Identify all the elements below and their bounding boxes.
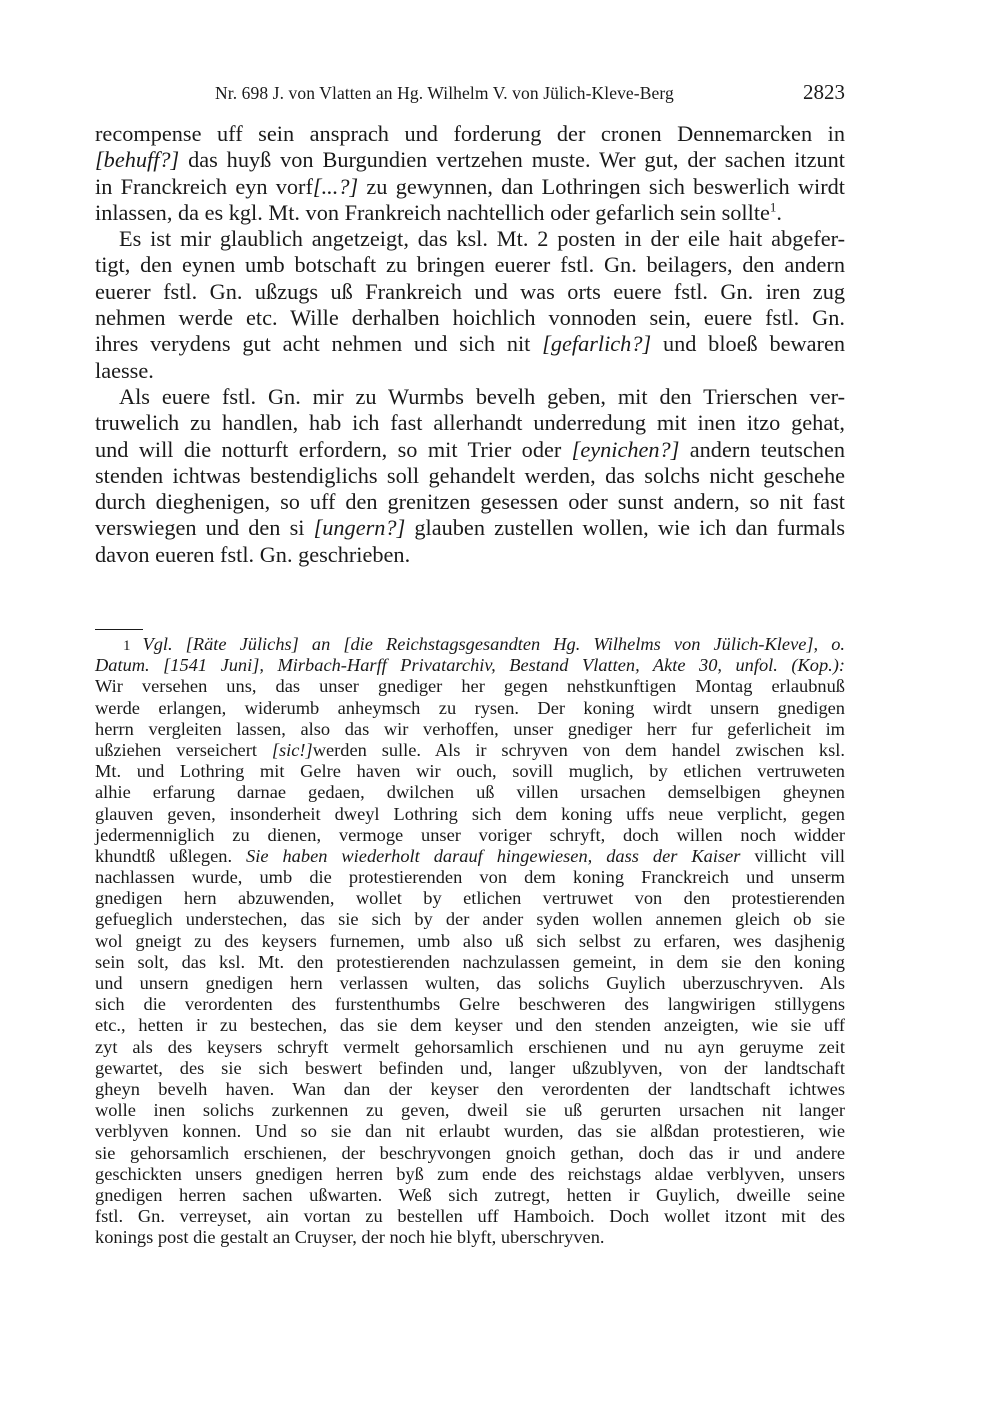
footnote-line: alhie erfarung darnae gedaen, dwilchen uß villen ursachen demselbigen gheynen [95,782,845,803]
running-title: Nr. 698 J. von Vlatten an Hg. Wilhelm V. von Jülich-Kleve-Berg [215,83,674,103]
text-line: Es ist mir glaublich angetzeigt, das ksl. Mt. 2 posten in der eile hait abgefer- [119,226,845,252]
text-line: und will die notturft erfordern, so mit Trier oder [eynichen?] andern teutschen [95,436,845,462]
running-head [95,80,845,110]
text-line: nehmen werde etc. Wille derhalben hoichlich vonnoden sein, euere fstl. Gn. [95,305,845,331]
text-line: ihres verydens gut acht nehmen und sich nit [gefarlich?] und bloeß bewaren [95,331,845,357]
editorial-conjecture: [eynichen?] [571,436,680,462]
footnote-line: sie gehorsamlich erschienen, der beschryvongen gnoich gethan, doch das ir und andere [95,1142,845,1163]
footnote-line: khundtß ußlegen. Sie haben wiederholt darauf hingewiesen, dass der Kaiser villicht vill [95,845,845,866]
text-line: durch dieghenigen, so uff den grenitzen gesessen oder sunst andern, so nit fast [95,489,845,515]
text-line: truwelich zu handlen, hab ich fast allerhandt underredung mit inen itzo gehat, [95,410,845,436]
footnote-line: etc., hetten ir zu bestechen, das sie dem keyser und den stenden anzeigten, wie sie uff [95,1015,845,1036]
footnote-line: zyt als des keysers schryft vermelt gehorsamlich erschienen und nu ayn geruyme zeit [95,1036,845,1057]
footnote-line: Wir versehen uns, das unser gnediger her gegen nehstkunftigen Montag erlaubnuß [95,676,845,697]
footnote-line: gefueglich understechen, das sie sich by der ander syden wollen annemen gleich ob sie [95,909,845,930]
editorial-summary: Sie haben wiederholt darauf hingewiesen, dass der Kaiser [246,845,741,866]
text-line: recompense uff sein ansprach und forderung der cronen Dennemarcken in [95,121,845,146]
text-line: laesse. [95,357,154,383]
footnote-line: geschickten unsers gnedigen herren byß zum ende des reichstags aldae verblyven, unsers [95,1163,845,1184]
footnote-line: nachlassen wurde, umb die protestierenden von dem koning Franckreich und unserm [95,867,845,888]
footnote-line: und unsern gnedigen hern verlassen wulten, das solichs Guylich uberzuschryven. Als [95,973,845,993]
text-line: davon eueren fstl. Gn. geschrieben. [95,541,411,567]
footnote-separator [95,629,143,630]
footnote-line: sich die verordenten des furstenthumbs Gelre beschweren des langwirigen stillygens [95,994,845,1015]
footnote-line: jedermenniglich zu dienen, vermoge unser voriger schryft, doch willen noch widder [95,824,845,845]
footnote-line: gnedigen herren sachen ußwarten. Weß sich zutregt, hetten ir Guylich, dweille seine [95,1184,845,1205]
footnote-line: fstl. Gn. verreyset, ain vortan zu bestellen uff Hamboich. Doch wollet itzont mit des [95,1206,845,1227]
text-line: stenden ichtwas bestendiglichs soll gehandelt werden, das solchs nicht geschehe [95,462,845,488]
text-line: [behuff?] das huyß von Burgundien vertzehen muste. Wer gut, der sachen itzunt [95,147,845,173]
footnote-line: konings post die gestalt an Cruyser, der noch hie blyft, uberschryven. [95,1227,605,1248]
footnote-number: 1 [123,638,131,654]
editorial-conjecture: [gefarlich?] [542,331,652,357]
footnote-line: gewartet, des sie sich beswert befinden und, langer ußzublyven, von der landtschaft [95,1057,845,1078]
footnote-reference: 1 [769,199,777,215]
footnote-line: sein solt, das ksl. Mt. den protestierenden nachzulassen gemeint, in dem sie den koning [95,951,845,972]
footnote-line: Mt. und Lothring mit Gelre haven wir ouch, sovill muglich, by etlichen vertruweten [95,761,845,782]
text-line: inlassen, da es kgl. Mt. von Frankreich nachtellich oder gefarlich sein sollte$^1$. [95,199,782,225]
footnote-line: glauven geven, insonderheit dweyl Lothring sich dem koning uffs neue verplicht, gegen [95,803,845,824]
text-line: Als euere fstl. Gn. mir zu Wurmbs bevelh geben, mit den Trierschen ver- [119,383,845,409]
footnote-line: wolle inen solichs zurkennen zu geven, dweil sie uß gerurten ursachen nit langer [95,1100,845,1121]
footnote-line: gheyn bevelh haven. Wan dan der keyser den verordenten der landtschaft ichtwes [95,1078,845,1099]
footnote-line: werde erlangen, widerumb anheymsch zu rysen. Der koning wirdt unsern gnedigen [95,697,845,718]
footnote-line: 1 Vgl. [Räte Jülichs] an [die Reichstagsgesandten Hg. Wilhelms von Jülich-Kleve], o. [95,634,845,655]
page-number: 2823 [803,80,845,104]
editorial-conjecture: [ungern?] [313,515,406,541]
editorial-conjecture: [...?] [312,173,359,199]
footnote-line: gnedigen hern abzuwenden, wollet by etlichen vertruwet von den protestierenden [95,888,845,909]
footnote-line: wol gneigt zu des keysers furnemen, umb also uß sich selbst zu erfaren, wes dasjhenig [95,930,845,951]
editorial-note: [sic!] [271,739,313,760]
footnote-line: herrn vergleiten lassen, also das wir verhoffen, unser gnediger herr fur geferlicheit im [95,718,845,739]
editorial-conjecture: [behuff?] [95,147,180,173]
text-line: euerer fstl. Gn. ußzugs uß Frankreich und was orts euere fstl. Gn. iren zug [95,278,845,304]
footnote-line: verblyven konnen. Und so sie dan nit erlaubt wurden, das sie alßdan protestieren, wie [95,1121,845,1142]
footnote-line: ußziehen verseichert [sic!]werden sulle. Als ir schryven von dem handel zwischen ksl. [95,739,845,760]
main-text [95,121,845,568]
footnote-line: Datum. [1541 Juni], Mirbach-Harff Privatarchiv, Bestand Vlatten, Akte 30, unfol. (Kop.): [95,655,845,676]
text-line: verswiegen und den si [ungern?] glauben zustellen wollen, wie ich dan furmals [95,515,845,541]
text-line: tigt, den eynen umb botschaft zu bringen euerer fstl. Gn. beilagers, den andern [95,252,845,278]
footnote [95,634,845,1248]
text-line: in Franckreich eyn vorf[...?] zu gewynnen, dan Lothringen sich beswerlich wirdt [95,173,845,199]
